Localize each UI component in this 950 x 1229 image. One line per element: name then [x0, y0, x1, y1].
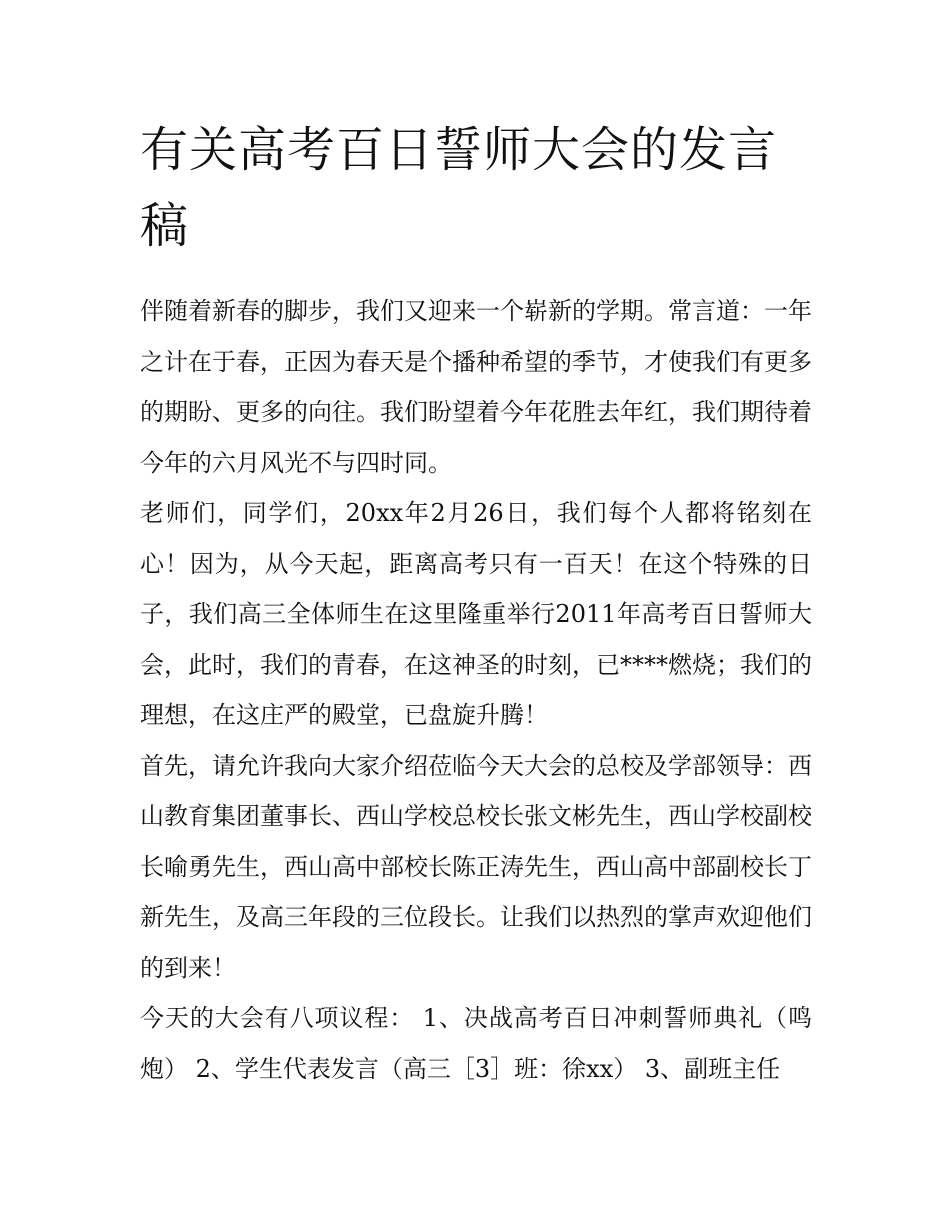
- paragraph-greeting: 老师们，同学们，20xx年2月26日，我们每个人都将铭刻在心！因为，从今天起，距离高考只有一百天！在这个特殊的日子，我们高三全体师生在这里隆重举行2011年高考百日誓师大会，此时，我们的青春，在这神圣的时刻，已****燃烧；我们的理想，在这庄严的殿堂，已盘旋升腾！: [140, 499, 812, 729]
- paragraph-intro: 伴随着新春的脚步，我们又迎来一个崭新的学期。常言道：一年之计在于春，正因为春天是个播种希望的季节，才使我们有更多的期盼、更多的向往。我们盼望着今年花胜去年红，我们期待着今年的六月风光不与四时同。: [140, 297, 812, 477]
- document-body: [140, 286, 812, 1094]
- paragraph-agenda: 今天的大会有八项议程： 1、决战高考百日冲刺誓师典礼（鸣炮） 2、学生代表发言（高三［3］班：徐xx） 3、副班主任: [140, 1004, 812, 1083]
- paragraph-introduce-leaders: 首先，请允许我向大家介绍莅临今天大会的总校及学部领导：西山教育集团董事长、西山学校总校长张文彬先生，西山学校副校长喻勇先生，西山高中部校长陈正涛先生，西山高中部副校长丁新先生，及高三年段的三位段长。让我们以热烈的掌声欢迎他们的到来！: [140, 751, 812, 982]
- document-title: 有关高考百日誓师大会的发言稿: [140, 122, 778, 254]
- document-content: [140, 112, 812, 1094]
